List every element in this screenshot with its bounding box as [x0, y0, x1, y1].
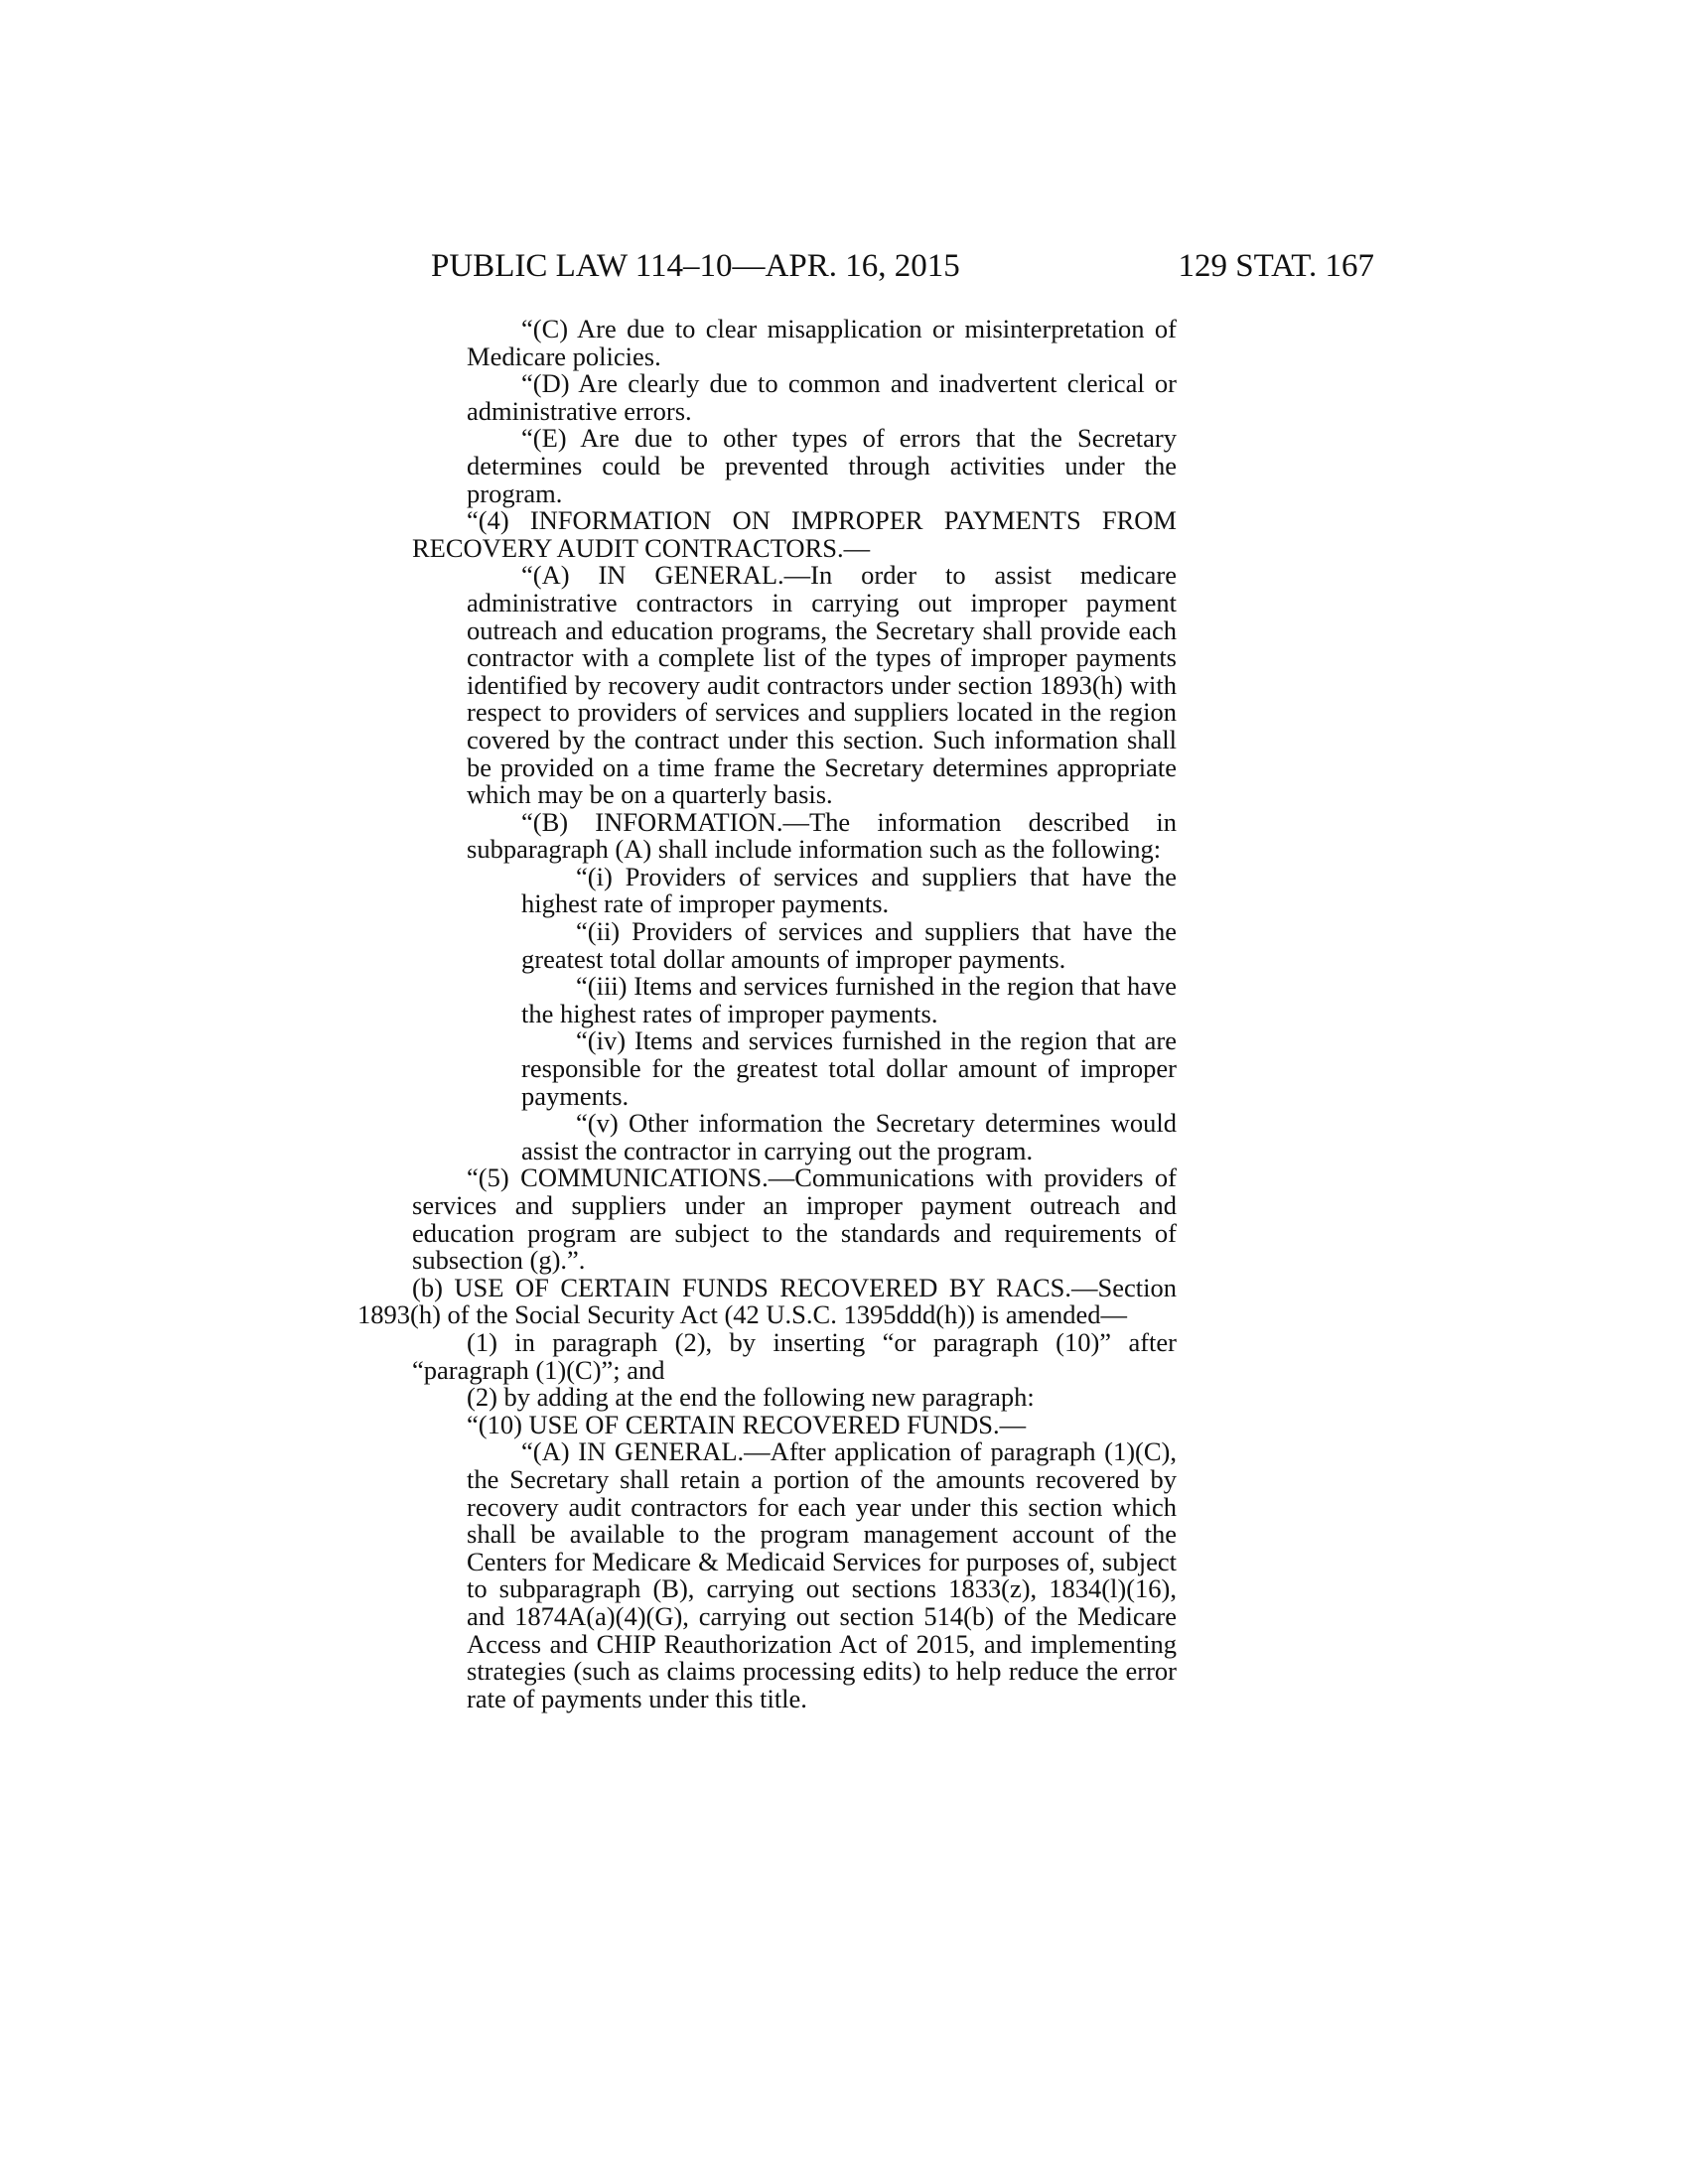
clause-iii: “(iii) Items and services furnished in the region that have the highest rates of improper payments. — [521, 971, 1177, 1028]
subsection-b: (b) USE OF CERTAIN FUNDS RECOVERED BY RACS.—Section 1893(h) of the Social Security Act (42 U.S.C. 1395ddd(h)) is amended— — [357, 1272, 1177, 1330]
subparagraph-10a: “(A) IN GENERAL.—After application of paragraph (1)(C), the Secretary shall retain a portion of the amounts recovered by recovery audit contractors for each year under this section which shall be available to the program management account of the Centers for Medicare & Medicaid Services for purposes of, subject to subparagraph (B), carrying out sections 1833(z), 1834(l)(16), and 1874A(a)(4)(G), carrying out section 514(b) of the Medicare Access and CHIP Reauthorization Act of 2015, and implementing strategies (such as claims processing edits) to help reduce the error rate of payments under this title. — [467, 1436, 1177, 1713]
clause-i: “(i) Providers of services and suppliers that have the highest rate of improper payments. — [521, 861, 1177, 919]
paragraph-10-heading: “(10) USE OF CERTAIN RECOVERED FUNDS.— — [467, 1409, 1027, 1439]
clause-c: “(C) Are due to clear misapplication or misinterpretation of Medicare policies. — [467, 314, 1177, 371]
clause-d: “(D) Are clearly due to common and inadvertent clerical or administrative errors. — [467, 368, 1177, 426]
subparagraph-4b: “(B) INFORMATION.—The information described in subparagraph (A) shall include information such as the following: — [467, 806, 1177, 865]
header-law-date: PUBLIC LAW 114–10—APR. 16, 2015 — [431, 248, 960, 284]
clause-e: “(E) Are due to other types of errors that the Secretary determines could be prevented through activities under the program. — [467, 423, 1177, 508]
statute-text — [357, 316, 1177, 1712]
running-header — [431, 248, 1374, 288]
clause-ii: “(ii) Providers of services and suppliers that have the greatest total dollar amounts of improper payments. — [521, 916, 1177, 974]
clause-v: “(v) Other information the Secretary determines would assist the contractor in carrying out the program. — [521, 1108, 1177, 1165]
amendment-2: (2) by adding at the end the following new paragraph: — [467, 1382, 1035, 1413]
paragraph-4-heading: “(4) INFORMATION ON IMPROPER PAYMENTS FROM RECOVERY AUDIT CONTRACTORS.— — [412, 505, 1177, 563]
amendment-1: (1) in paragraph (2), by inserting “or paragraph (10)” after “paragraph (1)(C)”; and — [412, 1326, 1177, 1385]
clause-iv: “(iv) Items and services furnished in the region that are responsible for the greatest total dollar amount of improper payments. — [521, 1025, 1177, 1111]
header-page-number: 129 STAT. 167 — [1178, 248, 1374, 284]
subparagraph-4a: “(A) IN GENERAL.—In order to assist medicare administrative contractors in carrying out improper payment outreach and education programs, the Secretary shall provide each contractor with a complete list of the types of improper payments identified by recovery audit contractors under section 1893(h) with respect to providers of services and suppliers located in the region covered by the contract under this section. Such information shall be provided on a time frame the Secretary determines appropriate which may be on a quarterly basis. — [467, 560, 1177, 810]
paragraph-5: “(5) COMMUNICATIONS.—Communications with providers of services and suppliers under an improper payment outreach and education program are subject to the standards and requirements of subsection (g).”. — [412, 1162, 1177, 1276]
